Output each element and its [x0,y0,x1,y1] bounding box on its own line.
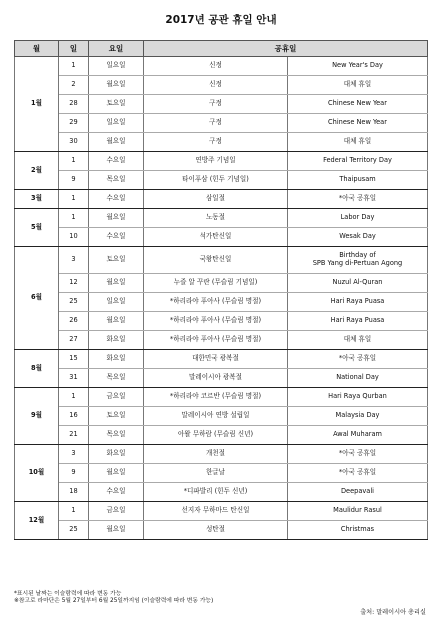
table-row [15,247,428,274]
month-cell: 1월 [15,57,59,152]
month-cell: 2월 [15,152,59,190]
holiday-kr-cell: 구정 [144,95,288,114]
holiday-en-cell: *아국 공휴일 [288,464,428,483]
month-cell: 6월 [15,247,59,350]
table-row [15,445,428,464]
header-weekday: 요일 [89,41,144,57]
day-cell: 1 [59,152,89,171]
weekday-cell: 금요일 [89,502,144,521]
table-row [15,114,428,133]
holiday-en-cell [288,247,428,274]
day-cell: 1 [59,388,89,407]
holiday-kr-cell: *하리라야 푸아사 (무슬림 명절) [144,312,288,331]
month-cell: 12월 [15,502,59,540]
day-cell: 25 [59,521,89,540]
holiday-en-cell: Maulidur Rasul [288,502,428,521]
day-cell: 1 [59,502,89,521]
day-cell: 18 [59,483,89,502]
holiday-kr-cell: 구정 [144,133,288,152]
day-cell: 1 [59,190,89,209]
weekday-cell: 월요일 [89,76,144,95]
holiday-kr-cell: 누즐 알 꾸란 (무슬림 기념일) [144,274,288,293]
table-row [15,426,428,445]
weekday-cell: 토요일 [89,95,144,114]
weekday-cell: 화요일 [89,350,144,369]
weekday-cell: 목요일 [89,426,144,445]
weekday-cell: 월요일 [89,521,144,540]
holiday-en-cell: *아국 공휴일 [288,190,428,209]
holiday-kr-cell: 연방주 기념일 [144,152,288,171]
day-cell: 2 [59,76,89,95]
holiday-kr-cell: 타이푸삼 (힌두 기념일) [144,171,288,190]
month-cell: 5월 [15,209,59,247]
table-row [15,209,428,228]
holiday-en-cell: Hari Raya Puasa [288,312,428,331]
holiday-en-line: SPB Yang di-Pertuan Agong [312,259,403,267]
weekday-cell: 목요일 [89,171,144,190]
holiday-kr-cell: *하리라야 푸아사 (무슬림 명절) [144,331,288,350]
holiday-en-cell: Christmas [288,521,428,540]
table-row [15,483,428,502]
footnote: ※참고로 라마단은 5월 27일부터 6월 25일까지임 (이슬람력에 따라 변동 가능) [14,598,214,604]
holiday-en-line: Birthday of [339,251,376,260]
table-row [15,312,428,331]
table-row [15,95,428,114]
holiday-kr-cell: 삼일절 [144,190,288,209]
holiday-kr-cell: 아왈 무하람 (무슬림 신년) [144,426,288,445]
weekday-cell: 수요일 [89,190,144,209]
holiday-kr-cell: 개천절 [144,445,288,464]
table-row [15,171,428,190]
weekday-cell: 금요일 [89,388,144,407]
holiday-kr-cell: 성탄절 [144,521,288,540]
day-cell: 21 [59,426,89,445]
table-row [15,521,428,540]
holiday-en-cell: Hari Raya Puasa [288,293,428,312]
day-cell: 3 [59,445,89,464]
weekday-cell: 월요일 [89,209,144,228]
holiday-kr-cell: *하리라야 푸아사 (무슬림 명절) [144,293,288,312]
holiday-en-cell: 대체 휴일 [288,331,428,350]
holiday-en-cell: 대체 휴일 [288,76,428,95]
day-cell: 9 [59,464,89,483]
header-holiday: 공휴일 [144,41,428,57]
day-cell: 1 [59,57,89,76]
table-row [15,407,428,426]
holiday-en-cell: *아국 공휴일 [288,350,428,369]
holiday-kr-cell: *하리라야 코르반 (무슬림 명절) [144,388,288,407]
table-row [15,76,428,95]
holiday-en-cell: Thaipusam [288,171,428,190]
weekday-cell: 일요일 [89,114,144,133]
holiday-kr-cell: 노동절 [144,209,288,228]
table-row [15,228,428,247]
holiday-kr-cell: 선지자 무하마드 탄신일 [144,502,288,521]
day-cell: 31 [59,369,89,388]
source-credit: 출처: 말레이시아 총리실 [360,609,426,616]
table-row [15,274,428,293]
holiday-kr-cell: 신정 [144,57,288,76]
holiday-en-cell: National Day [288,369,428,388]
table-row [15,152,428,171]
day-cell: 3 [59,247,89,274]
header-month: 월 [15,41,59,57]
weekday-cell: 목요일 [89,369,144,388]
weekday-cell: 수요일 [89,152,144,171]
holiday-en-cell: *아국 공휴일 [288,445,428,464]
weekday-cell: 화요일 [89,331,144,350]
table-row [15,502,428,521]
holiday-en-cell: New Year's Day [288,57,428,76]
day-cell: 15 [59,350,89,369]
table-row [15,464,428,483]
weekday-cell: 월요일 [89,274,144,293]
holiday-en-cell: Awal Muharam [288,426,428,445]
day-cell: 29 [59,114,89,133]
day-cell: 28 [59,95,89,114]
weekday-cell: 월요일 [89,133,144,152]
month-cell: 9월 [15,388,59,445]
holiday-kr-cell: 신정 [144,76,288,95]
holiday-en-cell: 대체 휴일 [288,133,428,152]
holiday-en-cell: Labor Day [288,209,428,228]
day-cell: 10 [59,228,89,247]
table-row [15,350,428,369]
footnote: *표시된 날짜는 이슬람력에 따라 변동 가능 [14,591,122,597]
holiday-kr-cell: 말레이시아 연방 설립일 [144,407,288,426]
day-cell: 25 [59,293,89,312]
weekday-cell: 수요일 [89,483,144,502]
table-row [15,133,428,152]
weekday-cell: 토요일 [89,247,144,274]
month-cell: 10월 [15,445,59,502]
weekday-cell: 수요일 [89,228,144,247]
holiday-en-cell: Federal Territory Day [288,152,428,171]
day-cell: 9 [59,171,89,190]
holiday-kr-cell: *디파발리 (힌두 신년) [144,483,288,502]
weekday-cell: 일요일 [89,293,144,312]
holiday-kr-cell: 국왕탄신일 [144,247,288,274]
month-cell: 8월 [15,350,59,388]
holiday-table [14,40,428,540]
table-row [15,293,428,312]
holiday-kr-cell: 대한민국 광복절 [144,350,288,369]
holiday-kr-cell: 구정 [144,114,288,133]
weekday-cell: 화요일 [89,445,144,464]
day-cell: 12 [59,274,89,293]
holiday-en-cell: Chinese New Year [288,95,428,114]
holiday-kr-cell: 한글날 [144,464,288,483]
table-row [15,331,428,350]
header-day: 일 [59,41,89,57]
weekday-cell: 월요일 [89,312,144,331]
day-cell: 27 [59,331,89,350]
weekday-cell: 월요일 [89,464,144,483]
table-row [15,388,428,407]
table-row [15,190,428,209]
month-cell: 3월 [15,190,59,209]
holiday-en-cell: Malaysia Day [288,407,428,426]
holiday-en-cell: Hari Raya Qurban [288,388,428,407]
holiday-en-cell: Deepavali [288,483,428,502]
holiday-en-cell: Nuzul Al-Quran [288,274,428,293]
day-cell: 16 [59,407,89,426]
holiday-en-cell: Chinese New Year [288,114,428,133]
holiday-en-cell: Wesak Day [288,228,428,247]
day-cell: 30 [59,133,89,152]
weekday-cell: 일요일 [89,57,144,76]
page-title: 2017년 공관 휴일 안내 [165,14,277,26]
day-cell: 26 [59,312,89,331]
holiday-kr-cell: 말레이시아 광복절 [144,369,288,388]
day-cell: 1 [59,209,89,228]
holiday-kr-cell: 석가탄신일 [144,228,288,247]
weekday-cell: 토요일 [89,407,144,426]
table-header-row [15,41,428,57]
table-row [15,57,428,76]
table-row [15,369,428,388]
